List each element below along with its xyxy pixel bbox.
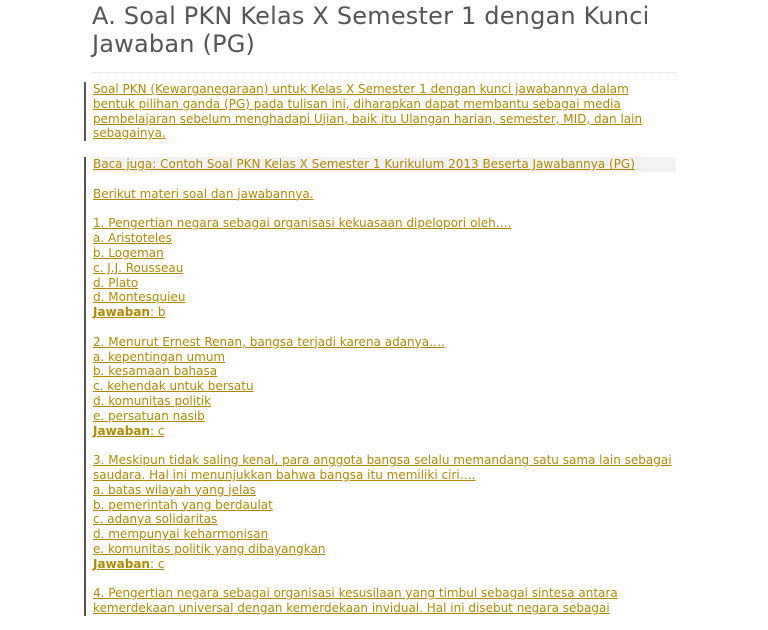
- intro-blockquote: [84, 82, 653, 141]
- question-text[interactable]: 1. Pengertian negara sebagai organisasi kekuasaan dipelopori oleh….: [93, 216, 512, 231]
- option-c[interactable]: c. kehendak untuk bersatu: [93, 379, 254, 394]
- option-d[interactable]: d. Plato: [93, 275, 139, 290]
- option-a[interactable]: a. batas wilayah yang jelas: [93, 482, 256, 497]
- answer-line[interactable]: [93, 557, 676, 572]
- article-content: [84, 82, 676, 616]
- question-block-4: [93, 586, 676, 616]
- option-a[interactable]: a. Aristoteles: [93, 231, 172, 246]
- answer-value: : c: [149, 556, 165, 571]
- divider: [92, 72, 676, 73]
- spacer: [93, 320, 676, 335]
- option-d[interactable]: d. komunitas politik: [93, 393, 212, 408]
- question-block-2: [93, 335, 676, 439]
- answer-value: : b: [149, 305, 166, 320]
- option-c[interactable]: c. adanya solidaritas: [93, 512, 218, 527]
- question-text[interactable]: 3. Meskipun tidak saling kenal, para anggota bangsa selalu memandang satu sama lain sebagai saudara. Hal ini menunjukkan bahwa bangsa itu memiliki ciri….: [93, 453, 672, 482]
- option-b[interactable]: b. pemerintah yang berdaulat: [93, 497, 273, 512]
- spacer: [93, 572, 676, 587]
- answer-label: Jawaban: [93, 305, 150, 320]
- spacer: [93, 438, 676, 453]
- answer-line[interactable]: [93, 305, 676, 320]
- spacer: [93, 172, 676, 187]
- read-also-box: [93, 157, 676, 172]
- question-text[interactable]: 2. Menurut Ernest Renan, bangsa terjadi karena adanya….: [93, 334, 445, 349]
- option-b[interactable]: b. Logeman: [93, 245, 164, 260]
- answer-value: : c: [149, 423, 165, 438]
- option-e[interactable]: e. persatuan nasib: [93, 408, 205, 423]
- option-c[interactable]: c. J.J. Rousseau: [93, 260, 184, 275]
- option-d[interactable]: d. mempunyai keharmonisan: [93, 527, 269, 542]
- question-block-3: [93, 453, 676, 571]
- option-e[interactable]: d. Montesquieu: [93, 290, 186, 305]
- question-block-1: [93, 216, 676, 320]
- questions-section: [84, 157, 676, 616]
- lead-text[interactable]: Berikut materi soal dan jawabannya.: [93, 186, 314, 201]
- option-e[interactable]: e. komunitas politik yang dibayangkan: [93, 541, 326, 556]
- answer-label: Jawaban: [93, 423, 150, 438]
- intro-link[interactable]: Soal PKN (Kewarganegaraan) untuk Kelas X Semester 1 dengan kunci jawabannya dalam bentuk pilihan ganda (PG) pada tulisan ini, diharapkan dapat membantu sebagai media pembelajaran sebelum menghadapi Ujian, baik itu Ulangan harian, semester, MID, dan lain sebagainya.: [93, 82, 643, 141]
- answer-label: Jawaban: [93, 556, 150, 571]
- spacer: [93, 202, 676, 217]
- option-a[interactable]: a. kepentingan umum: [93, 349, 226, 364]
- article-heading: A. Soal PKN Kelas X Semester 1 dengan Kunci Jawaban (PG): [92, 2, 650, 58]
- answer-line[interactable]: [93, 424, 676, 439]
- option-b[interactable]: b. kesamaan bahasa: [93, 364, 218, 379]
- read-also-link[interactable]: Baca juga: Contoh Soal PKN Kelas X Semester 1 Kurikulum 2013 Beserta Jawabannya (PG): [93, 157, 635, 172]
- question-text[interactable]: 4. Pengertian negara sebagai organisasi kesusilaan yang timbul sebagai sintesa antara kemerdekaan universal dengan kemerdekaan invidual. Hal ini disebut negara sebagai: [93, 586, 618, 616]
